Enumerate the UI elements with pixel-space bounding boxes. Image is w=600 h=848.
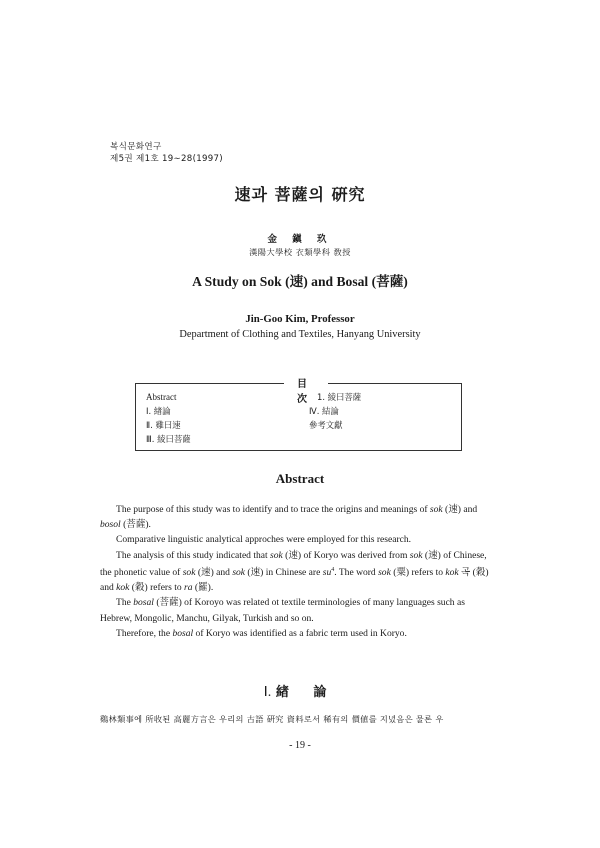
abstract-heading: Abstract [275,471,325,486]
body-text-first-line: 鷄林類事에 所收된 高麗方言은 우리의 古語 硏究 資料로서 稀有의 價値를 지녔음은 물론 우 [100,714,444,724]
author-korean: 金 鎭 玖 [267,234,333,245]
affiliation-english: Department of Clothing and Textiles, Hanyang University [179,329,421,340]
abstract-body [100,502,498,641]
toc-item-abstract: Abstract [146,392,177,402]
section-title: 緖 論 [275,685,337,700]
journal-info [110,141,223,165]
author-english: Jin-Goo Kim, Professor [245,313,355,325]
abstract-paragraph-bosal: The bosal (菩薩) of Koroyo was related ot textile terminologies of many languages such as Hebrew, Mongolic, Manchu, Gilyak, Turkish and so on. [100,597,465,624]
toc-item-chapter-2: Ⅱ. 雞曰速 [146,420,181,430]
toc-item-references: 參考文獻 [309,420,343,430]
journal-name: 복식문화연구 [110,142,162,152]
page-number: - 19 - [289,740,311,751]
abstract-paragraph-method: Comparative linguistic analytical approches were employed for this research. [116,534,412,546]
section-heading-introduction [0,681,600,701]
title-korean: 速과 菩薩의 硏究 [234,185,366,204]
abstract-paragraph-purpose: The purpose of this study was to identify and to trace the origins and meanings of sok (速) and bosol (菩薩). [100,504,478,531]
toc-item-chapter-3: Ⅲ. 綾曰菩薩 [146,434,191,444]
toc-heading: 目 次 [284,375,328,405]
table-of-contents [135,379,462,451]
abstract-paragraph-analysis: The analysis of this study indicated that sok (速) of Koryo was derived from sok (速) of Chinese, the phonetic value of sok (速) and sok (速) in Chinese are $su^4$. The word sok (粟) refers to kok 곡 (穀) and kok (穀) refers to ra (羅). [100,549,489,594]
title-english: A Study on Sok (速) and Bosal (菩薩) [192,274,408,289]
section-number: Ⅰ. [263,685,272,700]
toc-item-conclusion: Ⅳ. 結論 [309,406,339,416]
toc-item-introduction: Ⅰ. 緖論 [146,406,171,416]
abstract-paragraph-conclusion: Therefore, the bosal of Koryo was identified as a fabric term used in Koryo. [116,627,407,639]
affiliation-korean: 漢陽大學校 衣類學科 敎授 [249,247,351,257]
journal-issue: 제5권 제1호 19∼28(1997) [110,154,223,164]
toc-item-subsection-1: 1. 綾曰菩薩 [317,392,362,402]
